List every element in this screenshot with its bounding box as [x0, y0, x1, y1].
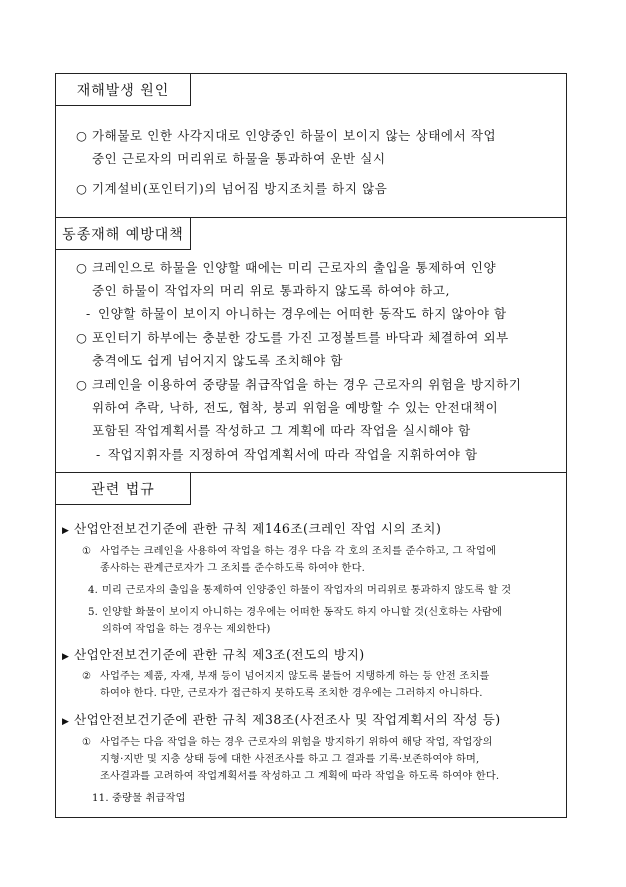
- text: 사업주는 제품, 자재, 부재 등이 넘어지지 않도록 붙들어 지탱하게 하는 등 안전 조치를: [100, 671, 490, 682]
- text: 사업주는 다음 작업을 하는 경우 근로자의 위험을 방지하기 위하여 해당 작업, 작업장의: [100, 737, 493, 748]
- cause-item-1-line-2: [92, 151, 386, 166]
- text: 미리 근로자의 출입을 통제하여 인양중인 하물이 작업자의 머리위로 통과하지 않도록 할 것: [102, 585, 512, 596]
- law-38-clause-1-line-3: [100, 769, 499, 784]
- circle-bullet-icon: ○: [76, 181, 88, 196]
- text: 산업안전보건기준에 관한 규칙 제3조(전도의 방지): [74, 647, 365, 662]
- text: 인양할 화물이 보이지 아니하는 경우에는 어떠한 동작도 하지 아니할 것(신호하는 사람에: [102, 607, 503, 618]
- law-38-clause-11: [92, 791, 186, 806]
- prevention-item-5: [96, 447, 478, 462]
- prevention-item-4-line-2: [92, 400, 498, 415]
- text: 조사결과를 고려하여 작업계획서를 작성하고 그 계획에 따라 작업을 하도록 하여야 한다.: [100, 771, 500, 782]
- cause-item-1-line-1: [76, 128, 496, 143]
- law-146-clause-1-line-2: [100, 561, 365, 576]
- text: 포함된 작업계획서를 작성하고 그 계획에 따라 작업을 실시해야 함: [92, 423, 471, 438]
- triangle-right-icon: ▶: [62, 717, 70, 727]
- prevention-item-1-line-2: [92, 283, 450, 298]
- text: 작업지휘자를 지정하여 작업계획서에 따라 작업을 지휘하여야 함: [108, 447, 478, 462]
- circled-number: ①: [82, 546, 92, 557]
- circle-bullet-icon: ○: [76, 260, 88, 275]
- triangle-right-icon: ▶: [62, 526, 70, 536]
- text: 인양할 하물이 보이지 아니하는 경우에는 어떠한 동작도 하지 않아야 함: [98, 306, 507, 321]
- law-heading-3: [62, 644, 365, 663]
- circle-bullet-icon: ○: [76, 377, 88, 392]
- triangle-right-icon: ▶: [62, 652, 70, 662]
- dash-bullet-icon: -: [86, 306, 91, 321]
- text: 지형·지반 및 지층 상태 등에 대한 사전조사를 하고 그 결과를 기록·보존하여야 하며,: [100, 754, 480, 765]
- text: 산업안전보건기준에 관한 규칙 제146조(크레인 작업 시의 조치): [74, 521, 442, 536]
- text: 의하여 작업을 하는 경우는 제외한다): [102, 624, 271, 635]
- law-146-clause-1-line-1: [82, 544, 496, 559]
- prevention-item-3-line-1: [76, 330, 509, 345]
- text: 위하여 추락, 낙하, 전도, 협착, 붕괴 위험을 예방할 수 있는 안전대책이: [92, 400, 499, 415]
- dash-bullet-icon: -: [96, 447, 101, 462]
- text: 종사하는 관계근로자가 그 조치를 준수하도록 하여야 한다.: [100, 563, 366, 574]
- text: 하여야 한다. 다만, 근로자가 접근하지 못하도록 조치한 경우에는 그러하지 아니하다.: [100, 688, 483, 699]
- circled-number: ②: [82, 671, 92, 682]
- law-146-clause-5-line-1: [88, 605, 502, 620]
- cause-item-2: [76, 181, 387, 196]
- section-title-prevention: 동종재해 예방대책: [56, 218, 191, 250]
- text: 충격에도 쉽게 넘어지지 않도록 조치해야 함: [92, 353, 344, 368]
- law-38-clause-1-line-2: [100, 752, 480, 767]
- text: 포인터기 하부에는 충분한 강도를 가진 고정볼트를 바닥과 체결하여 외부: [92, 330, 509, 345]
- prevention-item-1-line-1: [76, 260, 496, 275]
- circle-bullet-icon: ○: [76, 330, 88, 345]
- text: 가해물로 인한 사각지대로 인양중인 하물이 보이지 않는 상태에서 작업: [92, 128, 497, 143]
- item-number: 11.: [92, 793, 109, 804]
- text: 기계설비(포인터기)의 넘어짐 방지조치를 하지 않음: [92, 181, 388, 196]
- prevention-item-3-line-2: [92, 353, 343, 368]
- circled-number: ①: [82, 737, 92, 748]
- text: 중량물 취급작업: [112, 793, 186, 804]
- item-number: 4.: [88, 585, 99, 596]
- law-3-clause-2-line-1: [82, 669, 490, 684]
- text: 중인 하물이 작업자의 머리 위로 통과하지 않도록 하여야 하고,: [92, 283, 451, 298]
- text: 크레인으로 하물을 인양할 때에는 미리 근로자의 출입을 통제하여 인양: [92, 260, 497, 275]
- text: 사업주는 크레인을 사용하여 작업을 하는 경우 다음 각 호의 조치를 준수하고, 그 작업에: [100, 546, 497, 557]
- law-heading-38: [62, 709, 501, 728]
- text: 산업안전보건기준에 관한 규칙 제38조(사전조사 및 작업계획서의 작성 등): [74, 712, 501, 727]
- prevention-item-4-line-3: [92, 423, 471, 438]
- law-3-clause-2-line-2: [100, 686, 483, 701]
- law-146-clause-5-line-2: [102, 622, 271, 637]
- prevention-item-2: [86, 306, 507, 321]
- prevention-item-4-line-1: [76, 377, 522, 392]
- item-number: 5.: [88, 607, 99, 618]
- law-146-clause-4: [88, 583, 511, 598]
- law-heading-146: [62, 518, 441, 537]
- text: 크레인을 이용하여 중량물 취급작업을 하는 경우 근로자의 위험을 방지하기: [92, 377, 522, 392]
- section-title-cause: 재해발생 원인: [56, 74, 191, 106]
- circle-bullet-icon: ○: [76, 128, 88, 143]
- text: 중인 근로자의 머리위로 하물을 통과하여 운반 실시: [92, 151, 386, 166]
- section-title-laws: 관련 법규: [56, 473, 191, 505]
- law-38-clause-1-line-1: [82, 735, 493, 750]
